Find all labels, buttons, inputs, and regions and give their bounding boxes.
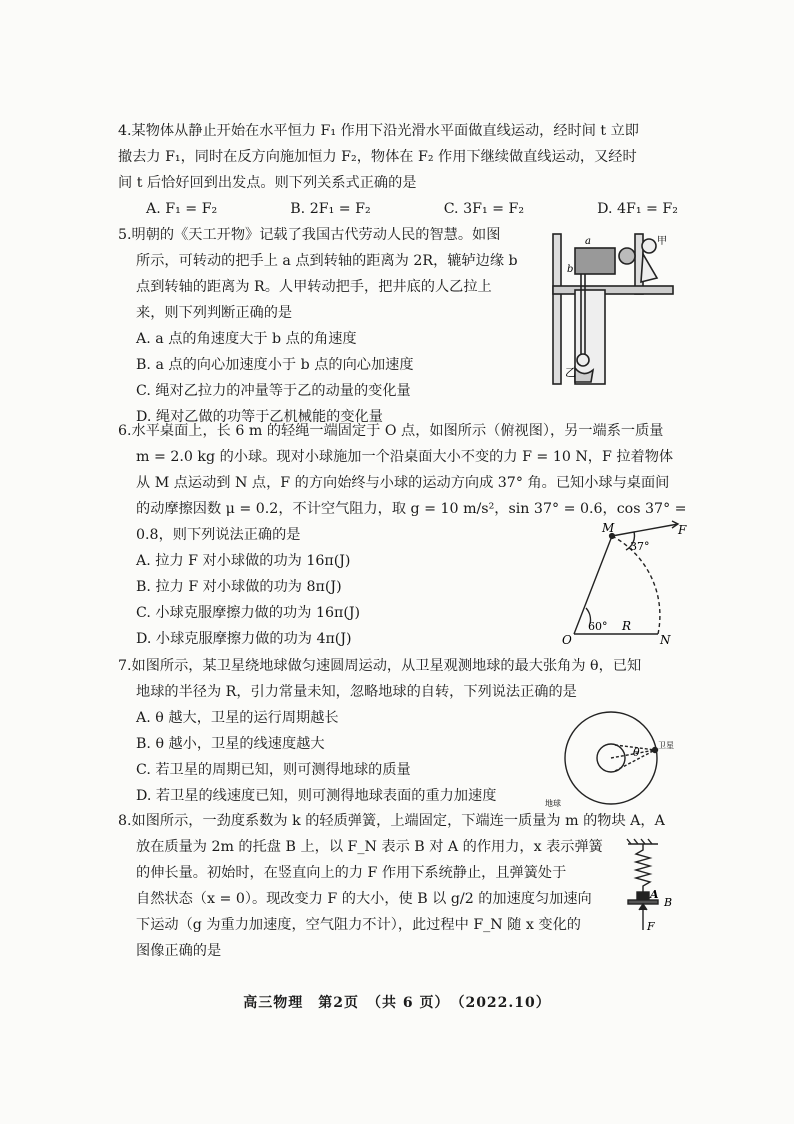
- q7-option-c: C. 若卫星的周期已知，则可测得地球的质量: [136, 762, 411, 778]
- q8-spring-figure: [618, 838, 698, 938]
- question-8: [118, 808, 678, 964]
- q8-line-2: 放在质量为 2m 的托盘 B 上，以 F_N 表示 B 对 A 的作用力，x 表示弹簧: [136, 839, 603, 855]
- q4-line-3: 间 t 后恰好回到出发点。则下列关系式正确的是: [118, 175, 417, 191]
- q7-line-2: 地球的半径为 R，引力常量未知，忽略地球的自转，下列说法正确的是: [136, 684, 577, 700]
- q8-line-4: 自然状态（x = 0）。现改变力 F 的大小，使 B 以 g/2 的加速度匀加速向: [136, 891, 592, 907]
- q8-line-3: 的伸长量。初始时，在竖直向上的力 F 作用下系统静止，且弹簧处于: [136, 865, 567, 881]
- q4-option-b: B. 2F₁ = F₂: [290, 201, 371, 217]
- q7-option-d: D. 若卫星的线速度已知，则可测得地球表面的重力加速度: [136, 788, 497, 804]
- q7-option-b: B. θ 越小，卫星的线速度越大: [136, 736, 325, 752]
- q6-label-r: R: [622, 619, 632, 633]
- q4-options: [118, 196, 678, 222]
- q8-line-5: 下运动（g 为重力加速度，空气阻力不计），此过程中 F_N 随 x 变化的: [136, 917, 581, 933]
- q6-label-angle-37: 37°: [630, 540, 650, 553]
- q7-label-theta: θ: [633, 746, 640, 759]
- q7-option-a: A. θ 越大，卫星的运行周期越长: [136, 710, 339, 726]
- q6-option-a: A. 拉力 F 对小球做的功为 16π(J): [136, 553, 351, 569]
- q5-option-c: C. 绳对乙拉力的冲量等于乙的动量的变化量: [136, 383, 411, 399]
- question-4: [118, 118, 678, 222]
- q8-line-1: 8.如图所示，一劲度系数为 k 的轻质弹簧，上端固定，下端连一质量为 m 的物块 A，A: [118, 813, 665, 829]
- q8-label-f: F: [647, 920, 655, 933]
- q5-label-yi: 乙: [565, 366, 576, 379]
- q6-line-5: 0.8，则下列说法正确的是: [136, 527, 301, 543]
- q6-label-o: O: [562, 633, 572, 647]
- q6-label-m: M: [602, 521, 615, 535]
- q8-line-6: 图像正确的是: [136, 943, 222, 959]
- q5-line-4: 来，则下列判断正确的是: [136, 305, 293, 321]
- q6-option-c: C. 小球克服摩擦力做的功为 16π(J): [136, 605, 361, 621]
- q5-label-a: a: [585, 236, 591, 247]
- q6-label-f: F: [678, 523, 687, 537]
- q6-line-4: 的动摩擦因数 μ = 0.2，不计空气阻力，取 g = 10 m/s²，sin 37° = 0.6，cos 37° =: [136, 501, 687, 517]
- q6-sector-figure: [560, 520, 690, 650]
- q5-label-jia: 甲: [657, 236, 667, 247]
- q5-label-b: b: [567, 264, 574, 275]
- q6-option-b: B. 拉力 F 对小球做的功为 8π(J): [136, 579, 342, 595]
- q5-line-3: 点到转轴的距离为 R。人甲转动把手，把井底的人乙拉上: [136, 279, 492, 295]
- q8-label-a: A: [650, 888, 659, 901]
- q6-line-1: 6.水平桌面上，长 6 m 的轻绳一端固定于 O 点，如图所示（俯视图），另一端系一质量: [118, 423, 664, 439]
- q6-line-2: m = 2.0 kg 的小球。现对小球施加一个沿桌面大小不变的力 F = 10 N，F 拉着物体: [136, 449, 674, 465]
- q6-label-n: N: [660, 633, 671, 647]
- q6-option-d: D. 小球克服摩擦力做的功为 4π(J): [136, 631, 352, 647]
- q4-option-c: C. 3F₁ = F₂: [443, 201, 525, 217]
- page-footer: 高三物理 第2页 （共 6 页） （2022.10）: [243, 995, 551, 1011]
- q5-option-a: A. a 点的角速度大于 b 点的角速度: [136, 331, 357, 347]
- q4-option-a: A. F₁ = F₂: [146, 201, 218, 217]
- q7-label-earth: 地球: [545, 799, 561, 808]
- q5-windlass-figure: [545, 228, 675, 388]
- q5-option-d: D. 绳对乙做的功等于乙机械能的变化量: [136, 409, 383, 425]
- q4-line-2: 撤去力 F₁，同时在反方向施加恒力 F₂，物体在 F₂ 作用下继续做直线运动，又经时: [118, 149, 637, 165]
- q7-orbit-figure: [545, 708, 680, 808]
- q4-option-d: D. 4F₁ = F₂: [597, 201, 678, 217]
- q5-line-2: 所示，可转动的把手上 a 点到转轴的距离为 2R，辘轳边缘 b: [136, 253, 518, 269]
- q5-line-1: 5.明朝的《天工开物》记载了我国古代劳动人民的智慧。如图: [118, 227, 501, 243]
- q4-line-1: 4.某物体从静止开始在水平恒力 F₁ 作用下沿光滑水平面做直线运动，经时间 t 立即: [118, 123, 639, 139]
- q6-label-angle-60: 60°: [588, 620, 608, 633]
- q5-option-b: B. a 点的向心加速度小于 b 点的向心加速度: [136, 357, 414, 373]
- q7-label-satellite: 卫星: [658, 741, 674, 750]
- q8-label-b: B: [664, 896, 673, 909]
- q6-line-3: 从 M 点运动到 N 点，F 的方向始终与小球的运动方向成 37° 角。已知小球与桌面间: [136, 475, 670, 491]
- q7-line-1: 7.如图所示，某卫星绕地球做匀速圆周运动，从卫星观测地球的最大张角为 θ，已知: [118, 658, 642, 674]
